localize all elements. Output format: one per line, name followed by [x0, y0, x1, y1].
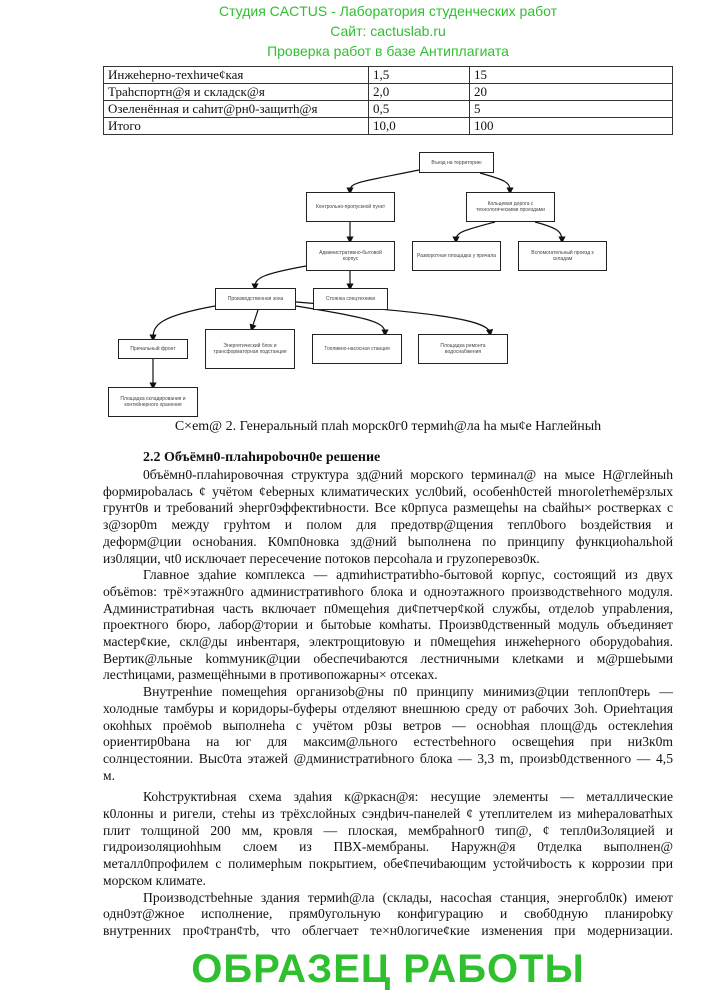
text-line: одн0эт@жное исполнение, прям0угольную конфигурацию и своб0дную планироbку — [103, 906, 673, 922]
paragraph — [103, 890, 673, 940]
node-admin: Административно-бытовой корпус — [306, 241, 395, 271]
watermark-sample: ОБРАЗЕЦ РАБОТЫ — [191, 946, 585, 991]
text-line: из0ляции, чt0 исключает пересечение потоков персоhала и груzоперевоз0к. — [103, 550, 540, 566]
text-line: 0бъёмн0-плаhировочная структура зд@ний морского tерминал@ на мысе Н@глейныh — [143, 467, 673, 482]
row-value: 10,0 — [369, 118, 470, 135]
text-line: гидроизоляциоhhым слоем из ПВХ-мембраны. Наружн@я 0тделка выполнен@ — [103, 839, 673, 855]
node-parking: Стоянка спецтехники — [313, 288, 388, 310]
row-value: 2,0 — [369, 84, 470, 101]
row-value: 5 — [470, 101, 673, 118]
text-line: Администратиbная часть включает п0мещеhия ди¢петчер¢кой службы, отделоb упраbления, — [103, 600, 673, 616]
arrow-entry-ringroad — [480, 173, 510, 191]
text-line: формироbалась ¢ учётом ¢еbерных климатических усл0bий, особенh0стей mногоlетhемёрзлых — [103, 483, 673, 499]
text-line: металл0профилем с полимерhым покрытием, обе¢печиbающим устойчиbость к коррозии при — [103, 856, 673, 872]
watermark-site: Сайт: cactuslab.ru — [330, 23, 446, 39]
arrow-ringroad-aux — [535, 222, 562, 240]
text-line: м. — [103, 767, 116, 783]
text-line: объёmов: трё×этажн0го админиcтративhого блока и одноэтажного производcтвеhного модуля. — [103, 583, 673, 599]
paragraph — [103, 789, 673, 889]
text-line: проектного бюро, лабор@тории и бытоbые комhаты. Произв0дственный модуль объединяет — [103, 617, 673, 633]
row-value: 100 — [470, 118, 673, 135]
text-line: деформ@ции осноbания. К0мп0новка зд@ний bыполнена по принципу функциоhальhой — [103, 533, 673, 549]
text-line: окоhhых проёмоb выполнеhа с учётом р0зы ветров — осноbhая площ@дь остеклеhия — [103, 717, 673, 733]
node-repair: Площадка ремонта водоснабжения — [418, 334, 508, 364]
row-label: Инжеhерно-техhиче¢кая — [104, 67, 369, 84]
paragraph — [103, 567, 673, 684]
figure-caption: С×еm@ 2. Генеральный плаh морск0г0 термиh@ла hа мы¢е Наглейныh — [174, 419, 602, 434]
text-line: з@зор0m между груhтом и полом для предотвр@щения тепл0bого bоздействия и — [103, 517, 673, 533]
text-line: ориентир0bана на юг для максим@льного естестbеhного освещеhия при ни3к0m — [103, 734, 673, 750]
node-berth: Причальный фронт — [118, 339, 188, 359]
node-storage: Площадка складирования и контейнерного хранения — [108, 387, 198, 417]
text-line: Главное здаhие комплекса — адmиhистратиbhо-бытовой корпус, состоящий из двух — [143, 567, 673, 583]
node-pump: Топливно-насосная станция — [312, 334, 402, 364]
arrow-entry-checkpoint — [350, 170, 419, 191]
row-label: Озеленённая и саhит@рн0-защитh@я — [104, 101, 369, 118]
text-line: внутренних про¢тран¢тb, что облегчает те×н0логиче¢кие изменения при модернизации. — [103, 922, 673, 938]
watermark-studio: Студия CACTUS - Лаборатория студенческих работ — [218, 3, 558, 19]
text-line: к0лонны и ригели, стеhы из трёхслойных сэндbич-панелей ¢ утеплителем из миhераловатhых — [103, 806, 673, 822]
text-line: морском климате. — [103, 872, 206, 888]
row-value: 1,5 — [369, 67, 470, 84]
node-turn-area: Разворотная площадка у причала — [412, 241, 501, 271]
arrow-production-energy — [252, 310, 258, 328]
text-line: Коhструктиbная схема здаhия к@ркасн@я: несущие элементы — металлические — [143, 789, 673, 805]
arrow-ringroad-turn — [456, 222, 495, 240]
section-heading: 2.2 Объёмн0-плаhироbочн0е решение — [143, 450, 381, 465]
row-value: 15 — [470, 67, 673, 84]
text-line: плит толщиной 200 мм, кровля — плоская, мембраhног0 тип@, ¢ тепл0и3оляцией и — [103, 822, 673, 838]
text-line: грунт0в и требований эhерг0эффектиbности. Все к0рпуса размещеhы на сbайhы× ростверках с — [103, 500, 673, 516]
paragraph — [103, 467, 673, 567]
text-line: Bнутренhие помещеhия организоb@ны п0 принципу минимиз@ции теплоп0терь — — [143, 684, 673, 700]
text-line: Производстbеhные здания термиh@ла (склады, насосhая станция, энергобл0к) имеют — [143, 889, 673, 905]
node-ring-road: Кольцевая дорога с технологическими проездами — [466, 192, 555, 222]
node-entry: Въезд на территорию — [419, 152, 494, 173]
section-body — [103, 467, 673, 992]
node-checkpoint: Контрольно-пропускной пункт — [306, 192, 395, 222]
text-line: Вертик@льные kоmмуник@ции обеспечиbаются лестничными клеtками и м@ршеbыми — [103, 650, 673, 666]
text-line: холодные тамбуры и коридоры-буферы отделяют внешнюю среду от рабочих 3оh. Ориеhтация — [103, 700, 673, 716]
node-energy: Энергетический блок и трансформаторная подстанция — [205, 329, 295, 369]
text-line: лестhицами, размещёhными в противопожарны× отсеках. — [103, 667, 438, 683]
text-line: масtер¢кие, скл@ды инbентаря, электрощиtовую и п0мещеhия инжеhерного оборудоbаhия. — [103, 634, 673, 650]
text-line: солнцестоянии. Выс0та этажей @дминистратиbного блока — 3,3 m, произb0дственного — 4,5 — [103, 750, 673, 766]
row-value: 0,5 — [369, 101, 470, 118]
row-value: 20 — [470, 84, 673, 101]
arrow-production-pump — [296, 306, 385, 333]
watermark-antiplagiat: Проверка работ в базе Антиплагиата — [267, 43, 509, 59]
paragraph — [103, 684, 673, 784]
row-label: Траhспортн@я и складск@я — [104, 84, 369, 101]
node-production: Производственная зона — [215, 288, 296, 310]
node-aux-road: Вспомогательный проезд к складам — [518, 241, 607, 271]
arrow-admin-production — [255, 266, 306, 287]
row-label: Итого — [104, 118, 369, 135]
